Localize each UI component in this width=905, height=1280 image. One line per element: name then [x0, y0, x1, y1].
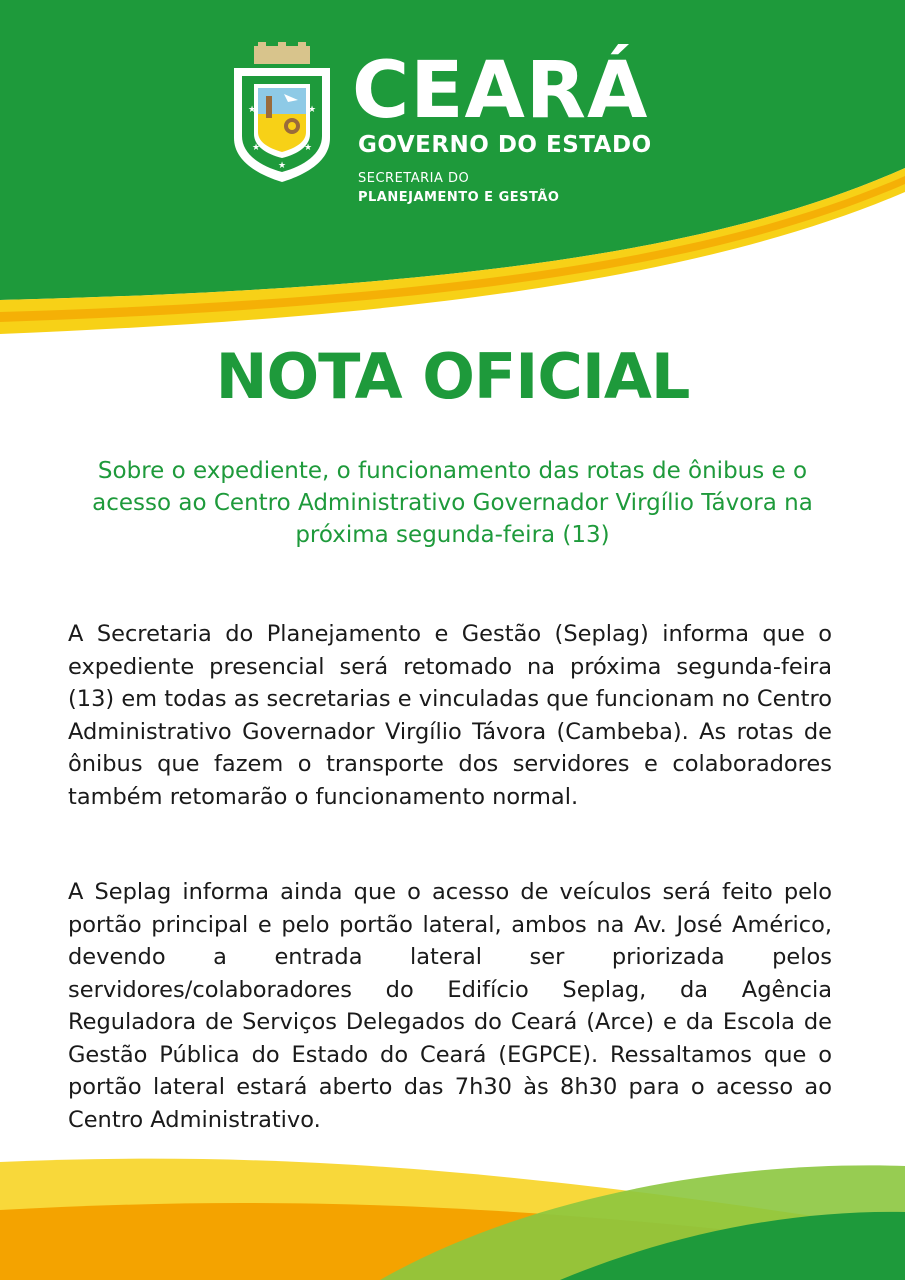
department-line2: PLANEJAMENTO E GESTÃO — [358, 190, 560, 205]
svg-text:★: ★ — [304, 143, 313, 153]
svg-text:★: ★ — [252, 143, 261, 153]
ceara-coat-of-arms-icon — [228, 42, 336, 184]
brand-name: CEARÁ — [352, 46, 649, 136]
svg-text:★: ★ — [248, 105, 257, 115]
svg-text:★: ★ — [308, 105, 317, 115]
footer-waves — [0, 1140, 905, 1280]
notice-subtitle: Sobre o expediente, o funcionamento das rotas de ônibus e o acesso ao Centro Administrativo Governador Virgílio Távora na próxima segunda-feira (13) — [92, 458, 813, 548]
notice-title: NOTA OFICIAL — [215, 340, 690, 413]
department-line1: SECRETARIA DO — [358, 171, 470, 186]
notice-paragraph-1: A Secretaria do Planejamento e Gestão (Seplag) informa que o expediente presencial será retomado na próxima segunda-feira (13) em todas as secretarias e vinculadas que funcionam no Centro Administrativo Governador Virgílio Távora (Cambeba). As rotas de ônibus que fazem o transporte dos servidores e colaboradores também retomarão o funcionamento normal. — [68, 621, 833, 810]
svg-text:★: ★ — [278, 161, 287, 171]
brand-subtitle: GOVERNO DO ESTADO — [358, 132, 652, 158]
notice-paragraph-2: A Seplag informa ainda que o acesso de veículos será feito pelo portão principal e pelo portão lateral, ambos na Av. José Américo, devendo a entrada lateral ser priorizada pelos servidores/colaboradores do Edifício Seplag, da Agência Reguladora de Serviços Delegados do Ceará (Arce) e da Escola de Gestão Pública do Estado do Ceará (EGPCE). Ressaltamos que o portão lateral estará aberto das 7h30 às 8h30 para o acesso ao Centro Administrativo. — [68, 879, 832, 1133]
